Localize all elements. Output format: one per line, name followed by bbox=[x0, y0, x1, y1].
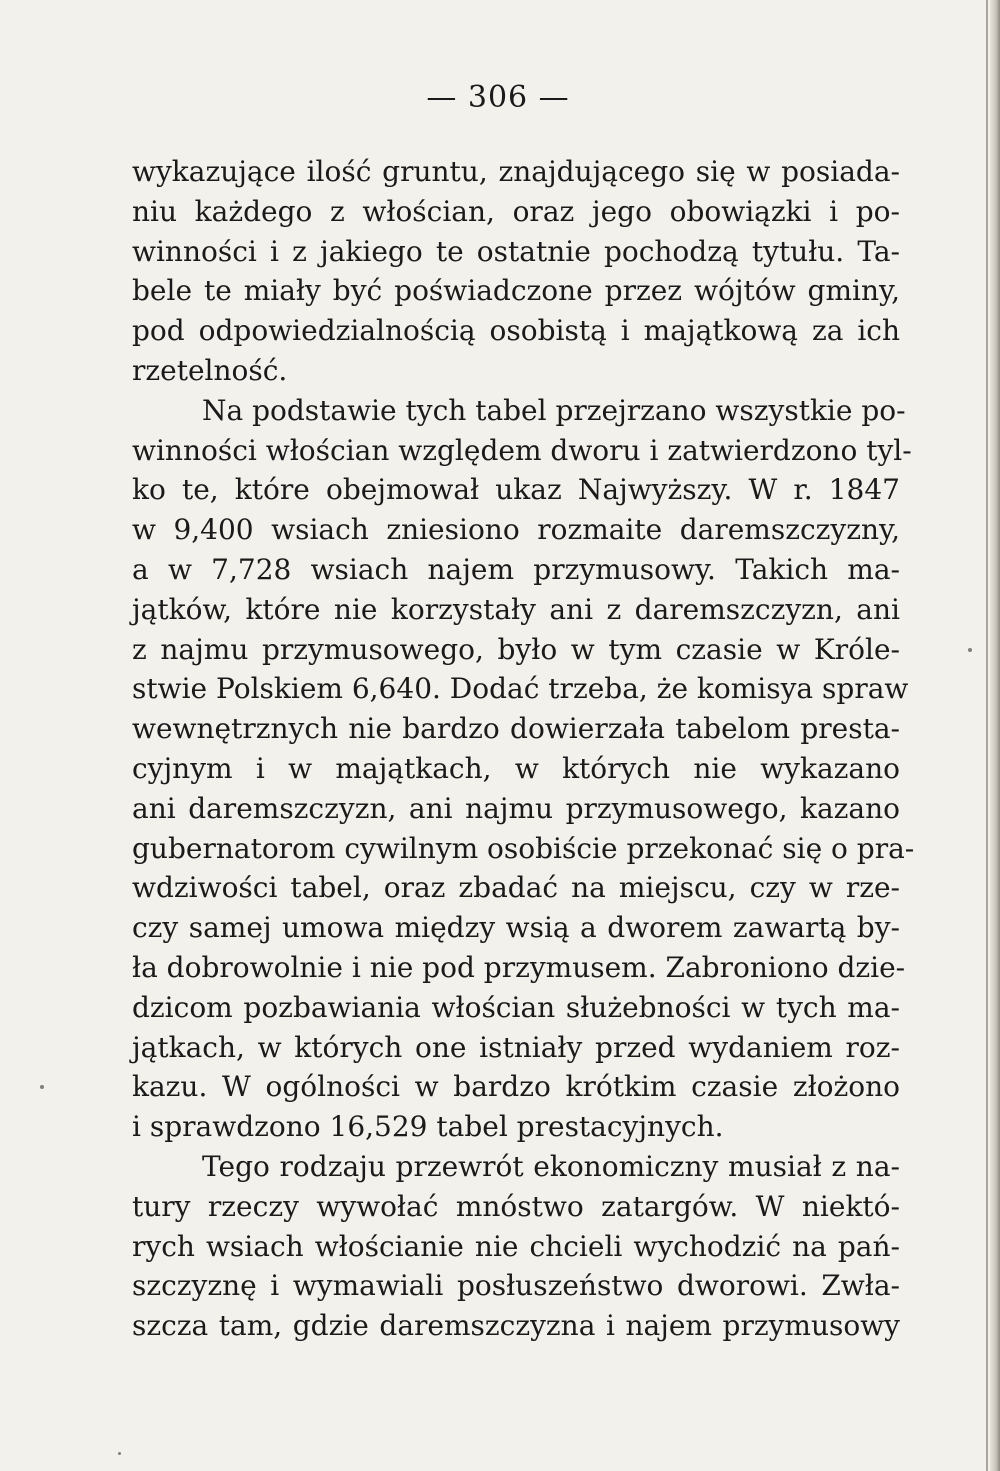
text-line: jątkach, w których one istniały przed wydaniem roz- bbox=[132, 1030, 900, 1064]
body-text bbox=[132, 152, 915, 1346]
text-line: Tego rodzaju przewrót ekonomiczny musiał z na- bbox=[202, 1149, 900, 1183]
text-line: kazu. W ogólności w bardzo krótkim czasie złożono bbox=[132, 1070, 900, 1104]
page-number: — 306 — bbox=[426, 80, 570, 115]
text-line: jątków, które nie korzystały ani z daremszczyzn, ani bbox=[132, 592, 900, 626]
text-line: ani daremszczyzn, ani najmu przymusowego, kazano bbox=[132, 791, 900, 825]
text-line: szczyznę i wymawiali posłuszeństwo dworowi. Zwła- bbox=[132, 1269, 900, 1303]
text-line: cyjnym i w majątkach, w których nie wykazano bbox=[132, 751, 900, 785]
text-line: rzetelność. bbox=[132, 353, 288, 387]
speck-mark bbox=[40, 1085, 44, 1089]
text-line: wdziwości tabel, oraz zbadać na miejscu, czy w rze- bbox=[132, 871, 900, 905]
text-line: wykazujące ilość gruntu, znajdującego się w posiada- bbox=[132, 155, 900, 188]
binding-edge bbox=[990, 0, 1000, 1471]
text-line: stwie Polskiem 6,640. Dodać trzeba, że komisya spraw bbox=[132, 672, 909, 706]
text-line: i sprawdzono 16,529 tabel prestacyjnych. bbox=[132, 1110, 724, 1144]
binding-rule bbox=[986, 0, 988, 1471]
text-line: ła dobrowolnie i nie pod przymusem. Zabroniono dzie- bbox=[132, 950, 906, 984]
text-line: wewnętrznych nie bardzo dowierzała tabelom presta- bbox=[132, 712, 900, 746]
text-line: z najmu przymusowego, było w tym czasie w Króle- bbox=[132, 632, 900, 666]
text-line: gubernatorom cywilnym osobiście przekonać się o pra- bbox=[132, 831, 915, 865]
text-line: czy samej umowa między wsią a dworem zawartą by- bbox=[132, 911, 900, 945]
text-line: rych wsiach włościanie nie chcieli wychodzić na pań- bbox=[132, 1229, 900, 1263]
text-line: winności włościan względem dworu i zatwierdzono tyl- bbox=[132, 433, 912, 467]
text-line: w 9,400 wsiach zniesiono rozmaite daremszczyzny, bbox=[132, 513, 900, 547]
text-line: bele te miały być poświadczone przez wójtów gminy, bbox=[132, 274, 900, 308]
text-line: a w 7,728 wsiach najem przymusowy. Takich ma- bbox=[132, 552, 900, 586]
text-line: ko te, które obejmował ukaz Najwyższy. W r. 1847 bbox=[132, 473, 900, 507]
text-line: pod odpowiedzialnością osobistą i majątkową za ich bbox=[132, 314, 900, 348]
text-line: winności i z jakiego te ostatnie pochodzą tytułu. Ta- bbox=[132, 234, 900, 268]
text-line: niu każdego z włościan, oraz jego obowiązki i po- bbox=[132, 194, 900, 228]
text-line: dzicom pozbawiania włościan służebności w tych ma- bbox=[132, 990, 900, 1024]
text-line: szcza tam, gdzie daremszczyzna i najem przymusowy bbox=[132, 1309, 900, 1343]
speck-mark bbox=[968, 648, 972, 652]
text-line: tury rzeczy wywołać mnóstwo zatargów. W niektó- bbox=[132, 1189, 900, 1223]
speck-mark bbox=[118, 1452, 121, 1455]
text-line: Na podstawie tych tabel przejrzano wszystkie po- bbox=[202, 393, 906, 427]
